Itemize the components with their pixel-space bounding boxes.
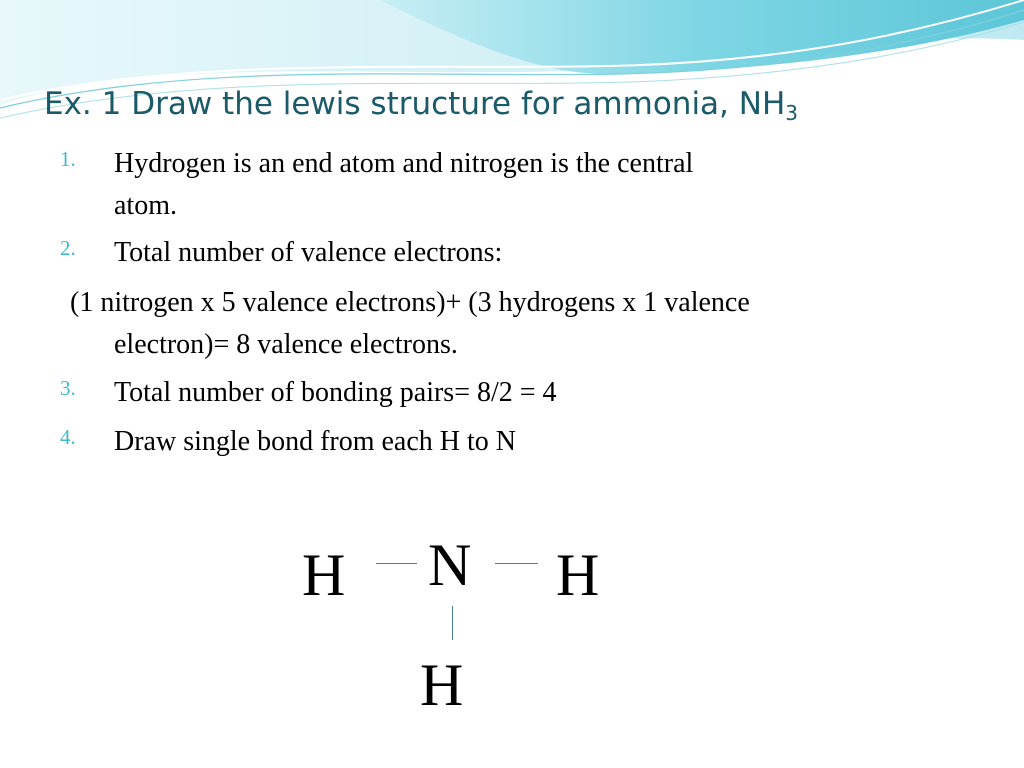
step-text-line: Total number of bonding pairs= 8/2 = 4: [114, 377, 557, 408]
step-text-line: Hydrogen is an end atom and nitrogen is the central: [114, 148, 694, 179]
step-number: 1.: [60, 147, 76, 171]
step-text-line: (1 nitrogen x 5 valence electrons)+ (3 hydrogens x 1 valence: [70, 287, 750, 318]
slide-title-text: Ex. 1 Draw the lewis structure for ammonia, NH: [44, 86, 786, 122]
step-text-line: Draw single bond from each H to N: [114, 426, 517, 457]
slide-title-subscript: 3: [785, 101, 798, 125]
bond-bottom: [452, 606, 453, 640]
bond-right: [495, 563, 538, 564]
step-number: 2.: [60, 236, 76, 260]
step-text-line: Total number of valence electrons:: [114, 237, 503, 268]
atom-hydrogen-right: H: [556, 542, 600, 608]
bond-left: [376, 563, 417, 564]
atom-hydrogen-left: H: [302, 542, 346, 608]
step-text-line: atom.: [114, 190, 177, 221]
step-number: 4.: [60, 425, 76, 449]
atom-nitrogen-central: N: [428, 532, 472, 598]
step-number: 3.: [60, 376, 76, 400]
atom-hydrogen-bottom: H: [420, 652, 464, 718]
slide-title: [44, 86, 798, 125]
step-text-line: electron)= 8 valence electrons.: [114, 329, 458, 360]
